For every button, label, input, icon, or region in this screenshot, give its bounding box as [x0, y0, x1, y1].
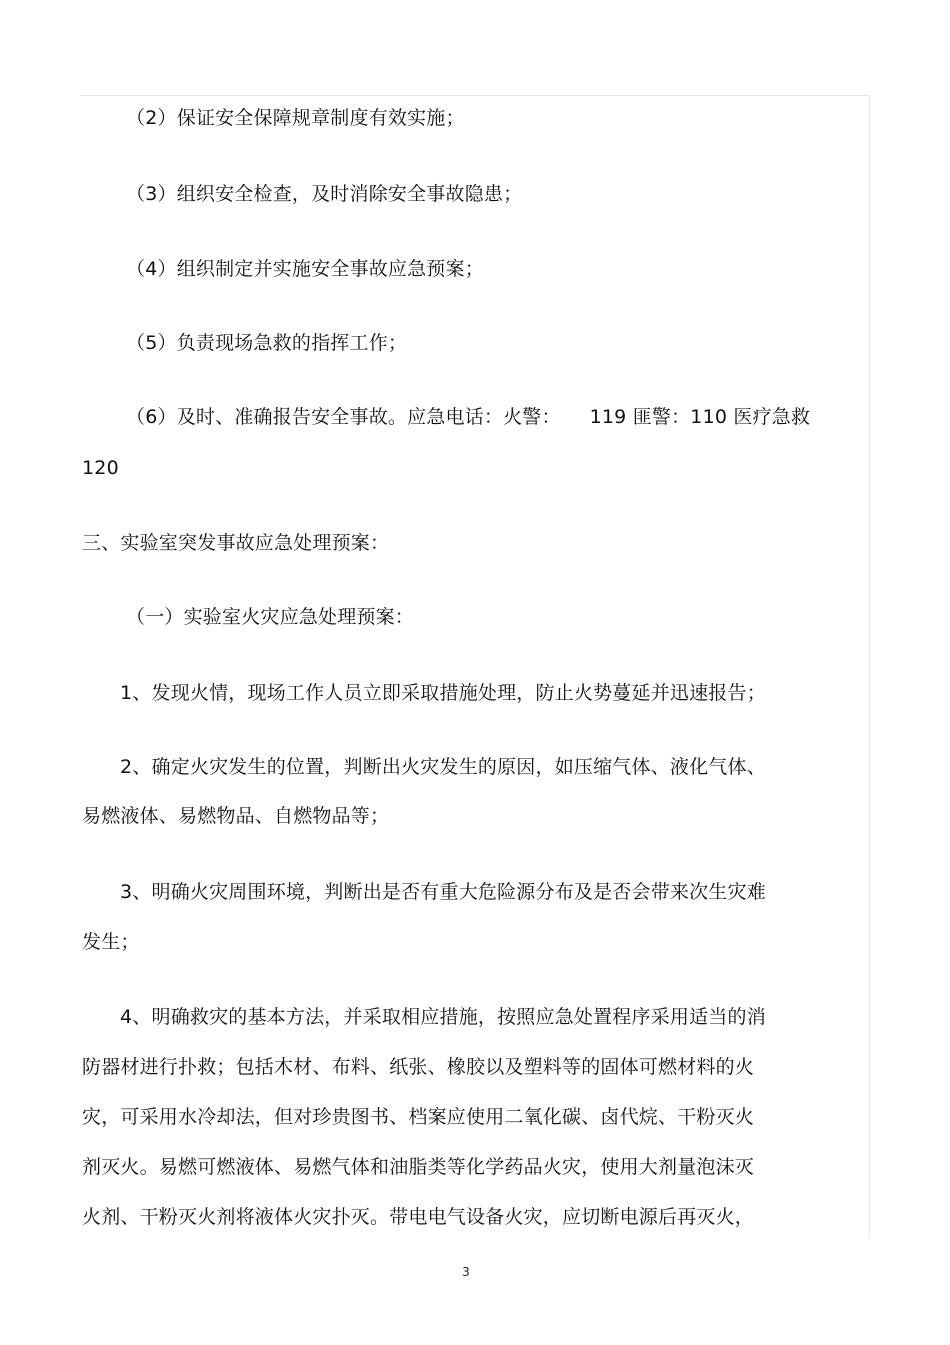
duty-item-5: （5）负责现场急救的指挥工作；: [126, 332, 408, 354]
fire-step-4-line-4: 剂灭火。易燃可燃液体、易燃气体和油脂类等化学药品火灾，使用大剂量泡沫灭: [82, 1156, 755, 1178]
duty-item-4: （4）组织制定并实施安全事故应急预案；: [126, 258, 484, 280]
page-number: 3: [462, 1265, 470, 1279]
duty-item-3: （3）组织安全检查，及时消除安全事故隐患；: [126, 183, 523, 205]
fire-step-2-line-1: 2、确定火灾发生的位置，判断出火灾发生的原因，如压缩气体、液化气体、: [120, 756, 766, 778]
fire-step-4-line-2: 防器材进行扑救；包括木材、布料、纸张、橡胶以及塑料等的固体可燃材料的火: [82, 1056, 755, 1078]
duty-item-6-continued: 120: [82, 457, 119, 479]
subsection-heading: （一）实验室火灾应急处理预案：: [126, 606, 415, 628]
page-frame-top-rule: [80, 95, 870, 96]
duty-item-2: （2）保证安全保障规章制度有效实施；: [126, 107, 465, 129]
fire-step-4-line-3: 灾，可采用水冷却法，但对珍贵图书、档案应使用二氧化碳、卤代烷、干粉灭火: [82, 1106, 755, 1128]
page-frame-right-rule: [869, 95, 870, 1237]
fire-step-4-line-5: 火剂、干粉灭火剂将液体火灾扑灭。带电电气设备火灾，应切断电源后再灭火，: [82, 1206, 755, 1228]
fire-step-4-line-1: 4、明确救灾的基本方法，并采取相应措施，按照应急处置程序采用适当的消: [120, 1006, 766, 1028]
section-heading: 三、实验室突发事故应急处理预案：: [82, 532, 390, 554]
fire-step-2-line-2: 易燃液体、易燃物品、自燃物品等；: [82, 805, 390, 827]
fire-step-1: 1、发现火情，现场工作人员立即采取措施处理，防止火势蔓延并迅速报告；: [120, 682, 766, 704]
fire-step-3-line-1: 3、明确火灾周围环境，判断出是否有重大危险源分布及是否会带来次生灾难: [120, 881, 766, 903]
fire-step-3-line-2: 发生；: [82, 931, 140, 953]
duty-item-6: （6）及时、准确报告安全事故。应急电话：火警： 119 匪警：110 医疗急救: [126, 406, 811, 428]
